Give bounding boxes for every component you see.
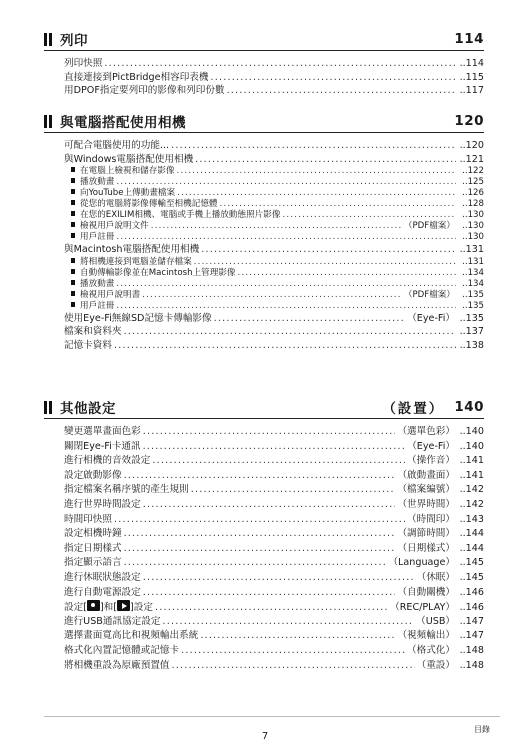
entry-page-number: ..128	[462, 199, 484, 210]
leader-dots	[214, 312, 406, 326]
leader-dots	[124, 325, 456, 339]
entry-label: 播放動畫	[80, 177, 115, 188]
entry-label: 設定啟動影像	[64, 469, 122, 481]
entry-note: （Eye-Fi）	[407, 440, 455, 452]
leader-dots	[238, 268, 456, 279]
leader-dots	[191, 483, 396, 497]
entry-label: 自動傳輸影像並在Macintosh上管理影像	[80, 267, 236, 278]
section-marker-icon	[44, 401, 52, 414]
entry-page-number: ..121	[459, 153, 484, 165]
toc-entry[interactable]	[44, 153, 484, 167]
leader-dots	[177, 166, 456, 177]
entry-page-number: ..143	[459, 513, 484, 525]
entry-page-number: ..130	[462, 221, 484, 232]
entry-note: （格式化）	[407, 644, 455, 656]
entry-page-number: ..135	[459, 312, 484, 324]
entry-note: （PDF檔案）	[403, 221, 455, 232]
entry-page-number: ..148	[459, 644, 484, 656]
entry-label: 直接連接到PictBridge相容印表機	[64, 71, 209, 83]
marker-bar	[49, 115, 52, 128]
entry-label: 變更選單畫面色彩	[64, 426, 141, 437]
entry-label: 進行自動電源設定	[64, 586, 141, 598]
section-header	[44, 110, 484, 133]
marker-bar	[44, 33, 47, 46]
leader-dots	[143, 571, 415, 585]
leader-dots	[162, 615, 414, 629]
marker-bar	[44, 401, 47, 414]
toc-entry[interactable]	[44, 257, 484, 268]
entry-page-number: ..117	[459, 85, 484, 97]
entry-note: （操作音）	[407, 455, 455, 467]
leader-dots	[171, 139, 456, 153]
leader-dots	[282, 210, 456, 221]
toc-entry[interactable]	[44, 268, 484, 279]
entry-note: （檔案編號）	[397, 484, 455, 496]
footer-label: 目錄	[474, 725, 490, 734]
camera-icon	[87, 600, 100, 611]
leader-dots	[201, 243, 456, 257]
entry-note: （USB）	[416, 615, 455, 627]
toc-entry[interactable]	[44, 290, 484, 301]
leader-dots	[177, 188, 456, 199]
entry-page-number: ..148	[459, 659, 484, 671]
entry-label: 指定檔案名稱序號的產生規則	[64, 484, 189, 496]
marker-bar	[49, 33, 52, 46]
entry-page-number: ..140	[459, 426, 484, 437]
toc-entry[interactable]	[44, 339, 484, 353]
entry-note: （REC/PLAY）	[390, 602, 455, 614]
toc-entry[interactable]	[44, 243, 484, 257]
toc-entry[interactable]	[44, 139, 484, 153]
leader-dots	[152, 454, 405, 468]
entry-page-number: ..140	[459, 440, 484, 452]
toc-entry[interactable]	[44, 57, 484, 71]
toc-entry[interactable]	[44, 600, 484, 614]
leader-dots	[194, 257, 456, 268]
entry-label: 在電腦上檢視和儲存影像	[80, 166, 175, 177]
toc-entry[interactable]	[44, 483, 484, 497]
leader-dots	[116, 279, 456, 290]
entry-label: 記憶卡資料	[64, 339, 112, 351]
entry-page-number: ..145	[459, 571, 484, 583]
entry-page-number: ..130	[462, 232, 484, 243]
leader-dots	[143, 440, 406, 454]
entry-page-number: ..135	[462, 289, 484, 300]
leader-dots	[114, 339, 456, 353]
leader-dots	[155, 601, 388, 615]
toc-entry[interactable]	[44, 542, 484, 556]
entry-note: （日期樣式）	[397, 542, 455, 554]
toc-entry[interactable]	[44, 556, 484, 570]
toc-entry[interactable]	[44, 615, 484, 629]
section-title: 其他設定	[60, 401, 116, 417]
leader-dots	[124, 469, 396, 483]
marker-bar	[44, 115, 47, 128]
entry-label: 使用Eye-Fi無線SD記憶卡傳輸影像	[64, 312, 212, 324]
entry-label: 檢視用戶說明文件	[80, 221, 149, 232]
toc-entry-list	[44, 425, 484, 672]
marker-bar	[49, 401, 52, 414]
entry-page-number: ..131	[459, 244, 484, 256]
entry-page-number: ..114	[459, 58, 484, 69]
entry-page-number: ..146	[459, 602, 484, 614]
entry-note: （自動關機）	[397, 586, 455, 598]
entry-page-number: ..144	[459, 542, 484, 554]
entry-page-number: ..135	[462, 300, 484, 311]
leader-dots	[151, 221, 402, 232]
entry-page-number: ..115	[459, 71, 484, 83]
leader-dots	[124, 556, 387, 570]
section-header	[44, 396, 484, 419]
toc-entry[interactable]	[44, 513, 484, 527]
entry-label: 向YouTube上傳動畫檔案	[80, 188, 176, 199]
entry-page-number: ..134	[462, 267, 484, 278]
section-page-number: 120	[454, 113, 484, 129]
entry-label: 列印快照	[64, 58, 103, 69]
toc-entry[interactable]	[44, 71, 484, 85]
leader-dots	[116, 177, 456, 188]
toc-entry[interactable]	[44, 644, 484, 658]
leader-dots	[200, 629, 395, 643]
entry-page-number: ..145	[459, 557, 484, 569]
toc-entry[interactable]	[44, 84, 484, 98]
section-title: 列印	[60, 33, 88, 49]
leader-dots	[143, 586, 396, 600]
entry-page-number: ..138	[459, 339, 484, 351]
entry-label: 用戶註冊	[80, 232, 115, 243]
entry-label: 關閉Eye-Fi卡通訊	[64, 440, 141, 452]
entry-label: 與Windows電腦搭配使用相機	[64, 153, 194, 165]
leader-dots	[104, 57, 456, 71]
toc-entry[interactable]	[44, 440, 484, 454]
section-settings	[44, 396, 484, 672]
entry-label: 格式化內置記憶體或記憶卡	[64, 644, 180, 656]
toc-entry[interactable]	[44, 279, 484, 290]
entry-label: 將相機連接到電腦並儲存檔案	[80, 256, 192, 267]
entry-label: 在您的EXILIM相機、電腦或手機上播放動態照片影像	[80, 210, 281, 221]
section-print	[44, 28, 484, 98]
entry-page-number: ..147	[459, 615, 484, 627]
toc-entry[interactable]	[44, 527, 484, 541]
entry-page-number: ..146	[459, 586, 484, 598]
entry-label: 用戶註冊	[80, 300, 115, 311]
page-number: 7	[261, 731, 269, 742]
entry-note: （時間印）	[407, 513, 455, 525]
leader-dots	[143, 498, 396, 512]
entry-page-number: ..131	[462, 256, 484, 267]
entry-label: 將相機重設為原廠預置值	[64, 659, 170, 671]
entry-note: （視頻輸出）	[397, 630, 455, 642]
entry-label: 進行USB通訊協定設定	[64, 615, 161, 627]
leader-dots	[172, 659, 415, 673]
entry-label: 檔案和資料夾	[64, 326, 122, 338]
leader-dots	[116, 232, 456, 243]
entry-page-number: ..147	[459, 630, 484, 642]
entry-label: 進行休眠狀態設定	[64, 571, 141, 583]
toc-entry[interactable]	[44, 301, 484, 312]
toc-entry[interactable]	[44, 469, 484, 483]
entry-page-number: ..144	[459, 528, 484, 540]
toc-entry[interactable]	[44, 629, 484, 643]
toc-entry[interactable]	[44, 199, 484, 210]
entry-note: （Eye-Fi）	[407, 312, 455, 324]
toc-entry[interactable]	[44, 498, 484, 512]
toc-entry[interactable]	[44, 177, 484, 188]
entry-label: 從您的電腦將影像傳輸至相機記憶體	[80, 199, 218, 210]
section-marker-icon	[44, 33, 52, 46]
entry-label: 可配合電腦使用的功能...	[64, 140, 170, 151]
section-page-number: 114	[454, 31, 484, 47]
entry-label: 檢視用戶說明書	[80, 289, 141, 300]
section-page-number: 140	[454, 399, 484, 415]
leader-dots	[195, 153, 456, 167]
entry-note: （選單色彩）	[397, 426, 455, 437]
toc-entry[interactable]	[44, 325, 484, 339]
toc-entry-list	[44, 139, 484, 353]
toc-entry[interactable]	[44, 312, 484, 326]
toc-entry[interactable]	[44, 166, 484, 177]
entry-note: （重設）	[416, 659, 455, 671]
entry-label: 與Macintosh電腦搭配使用相機	[64, 244, 200, 256]
leader-dots	[220, 199, 456, 210]
leader-dots	[143, 425, 396, 439]
entry-label: 時間印快照	[64, 513, 112, 525]
entry-label-mid: ]和[	[99, 602, 118, 614]
toc-entry[interactable]	[44, 425, 484, 439]
entry-page-number: ..122	[462, 166, 484, 177]
entry-label	[64, 600, 153, 615]
entry-note: （休眠）	[416, 571, 455, 583]
leader-dots	[211, 71, 457, 85]
entry-label: 進行相機的音效設定	[64, 455, 151, 467]
entry-label-end: ]設定	[130, 602, 153, 614]
entry-page-number: ..142	[459, 498, 484, 510]
section-header	[44, 28, 484, 51]
leader-dots	[181, 644, 405, 658]
entry-note: （世界時間）	[397, 498, 455, 510]
toc-entry[interactable]	[44, 188, 484, 199]
entry-page-number: ..120	[459, 140, 484, 151]
entry-label: 設定相機時鐘	[64, 528, 122, 540]
leader-dots	[114, 513, 405, 527]
section-title: 與電腦搭配使用相機	[60, 115, 186, 131]
toc-entry[interactable]	[44, 571, 484, 585]
leader-dots	[124, 527, 396, 541]
entry-page-number: ..126	[462, 188, 484, 199]
entry-label: 指定日期樣式	[64, 542, 122, 554]
toc-entry[interactable]	[44, 221, 484, 232]
entry-note: （Language）	[388, 557, 455, 569]
play-icon	[117, 600, 130, 611]
toc-entry[interactable]	[44, 659, 484, 673]
leader-dots	[124, 542, 396, 556]
section-subtitle: （設置）	[382, 401, 445, 417]
entry-label: 選擇畫面寬高比和視頻輸出系統	[64, 630, 199, 642]
entry-page-number: ..137	[459, 326, 484, 338]
entry-page-number: ..125	[462, 177, 484, 188]
toc-entry[interactable]	[44, 586, 484, 600]
entry-label: 指定顯示語言	[64, 557, 122, 569]
entry-page-number: ..134	[462, 278, 484, 289]
entry-page-number: ..141	[459, 455, 484, 467]
section-computer	[44, 110, 484, 353]
entry-page-number: ..141	[459, 469, 484, 481]
entry-note: （啟動畫面）	[397, 469, 455, 481]
toc-entry[interactable]	[44, 454, 484, 468]
entry-note: （調節時間）	[397, 528, 455, 540]
leader-dots	[227, 84, 456, 98]
entry-label-start: 設定[	[64, 602, 87, 614]
toc-entry[interactable]	[44, 210, 484, 221]
entry-label: 進行世界時間設定	[64, 498, 141, 510]
leader-dots	[116, 301, 456, 312]
entry-page-number: ..142	[459, 484, 484, 496]
entry-page-number: ..130	[462, 210, 484, 221]
leader-dots	[142, 290, 402, 301]
entry-label: 用DPOF指定要列印的影像和列印份數	[64, 85, 225, 97]
entry-label: 播放動畫	[80, 278, 115, 289]
entry-note: （PDF檔案）	[403, 289, 455, 300]
footer-divider	[44, 716, 500, 717]
toc-entry-list	[44, 57, 484, 98]
toc-entry[interactable]	[44, 232, 484, 243]
section-marker-icon	[44, 115, 52, 128]
